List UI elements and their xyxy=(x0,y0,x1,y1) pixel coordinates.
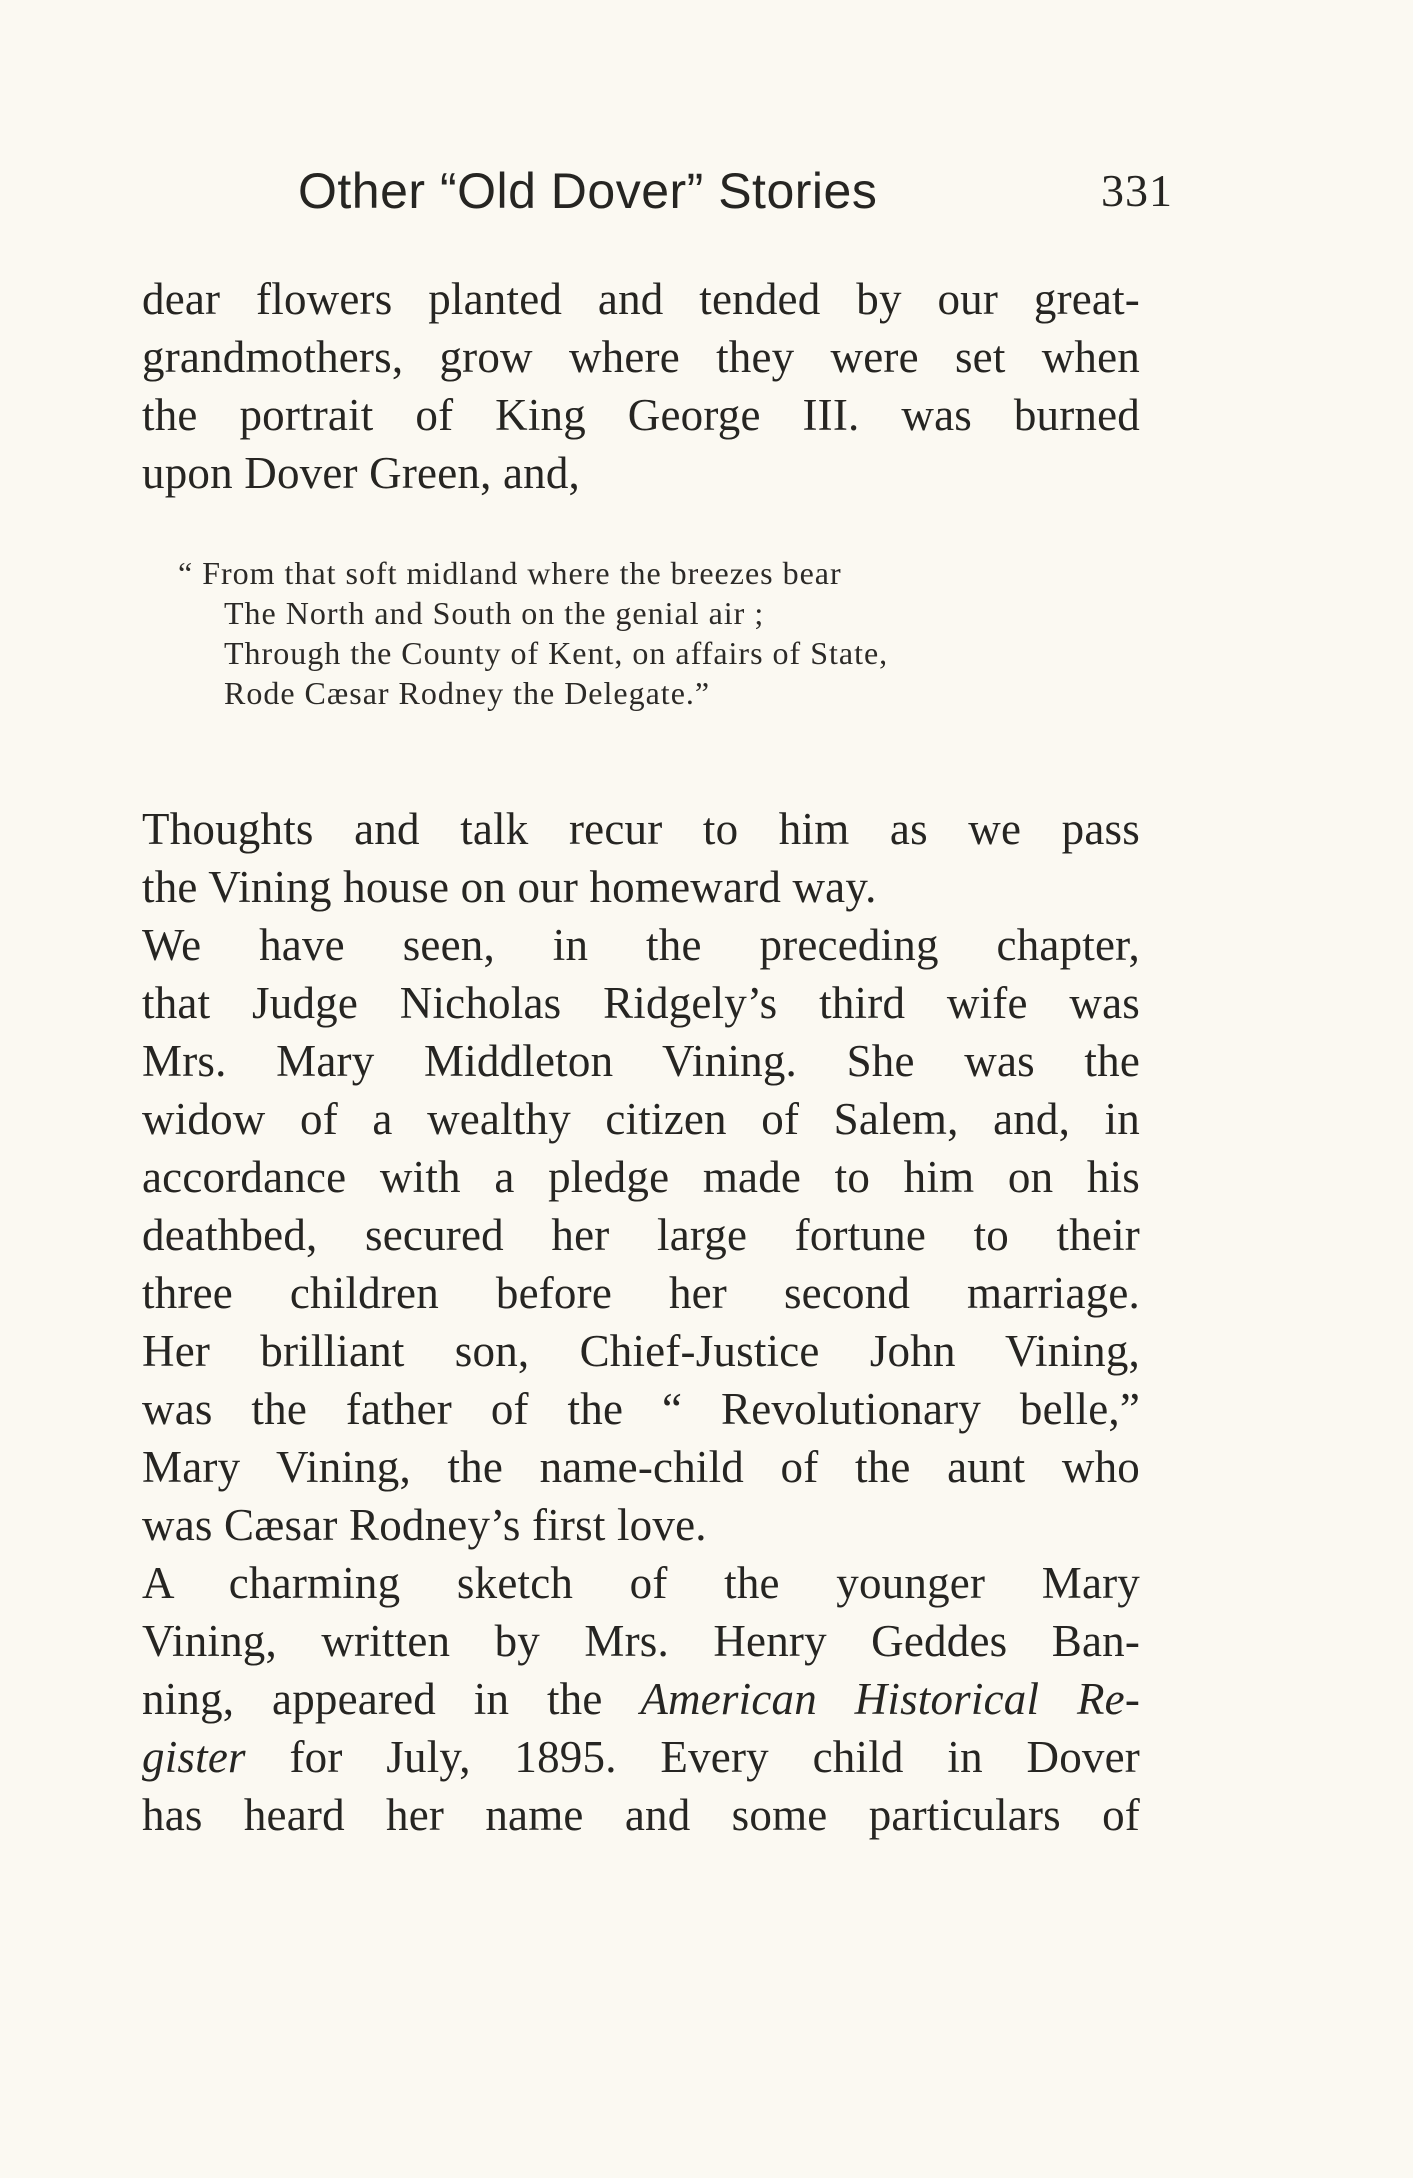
text-line: We have seen, in the preceding chapter, xyxy=(142,920,1140,970)
paragraph-3 xyxy=(142,916,1140,1554)
main-text xyxy=(142,800,1140,1844)
text-segment: for July, 1895. Every child in Dover xyxy=(245,1732,1140,1782)
text-line: upon Dover Green, and, xyxy=(142,448,581,498)
text-line-with-italic xyxy=(142,1728,1140,1786)
text-line: the portrait of King George III. was burned xyxy=(142,390,1140,440)
text-line: grandmothers, grow where they were set when xyxy=(142,332,1140,382)
paragraph-4 xyxy=(142,1554,1140,1844)
page-number: 331 xyxy=(1101,165,1173,216)
text-line: Mrs. Mary Middleton Vining. She was the xyxy=(142,1036,1140,1086)
paragraph-2 xyxy=(142,800,1140,916)
text-line: Vining, written by Mrs. Henry Geddes Ban- xyxy=(142,1616,1140,1666)
verse-line: Through the County of Kent, on affairs of State, xyxy=(224,635,889,671)
paragraph-1 xyxy=(142,270,1140,502)
running-title: Other “Old Dover” Stories xyxy=(298,163,878,219)
text-line: that Judge Nicholas Ridgely’s third wife was xyxy=(142,978,1140,1028)
text-line: widow of a wealthy citizen of Salem, and, in xyxy=(142,1094,1140,1144)
text-line: has heard her name and some particulars of xyxy=(142,1790,1140,1840)
text-line: A charming sketch of the younger Mary xyxy=(142,1558,1140,1608)
text-line: accordance with a pledge made to him on his xyxy=(142,1152,1140,1202)
verse-line: Rode Cæsar Rodney the Delegate.” xyxy=(224,675,711,711)
verse-line: The North and South on the genial air ; xyxy=(224,595,765,631)
text-line: Thoughts and talk recur to him as we pass xyxy=(142,804,1140,854)
italic-title: gister xyxy=(142,1732,246,1782)
text-line-with-italic xyxy=(142,1670,1140,1728)
text-line: the Vining house on our homeward way. xyxy=(142,862,877,912)
text-line: dear flowers planted and tended by our great- xyxy=(142,274,1140,324)
italic-title: American Historical Re- xyxy=(640,1674,1141,1724)
text-line: Mary Vining, the name-child of the aunt who xyxy=(142,1442,1140,1492)
text-line: was the father of the “ Revolutionary belle,” xyxy=(142,1384,1140,1434)
text-line: was Cæsar Rodney’s first love. xyxy=(142,1500,707,1550)
verse-line: “ From that soft midland where the breezes bear xyxy=(178,555,842,591)
text-line: Her brilliant son, Chief-Justice John Vining, xyxy=(142,1326,1140,1376)
text-segment: ning, appeared in the xyxy=(142,1674,641,1724)
verse-quotation xyxy=(178,553,888,713)
text-line: deathbed, secured her large fortune to their xyxy=(142,1210,1140,1260)
running-head xyxy=(298,162,1173,232)
text-line: three children before her second marriage. xyxy=(142,1268,1140,1318)
